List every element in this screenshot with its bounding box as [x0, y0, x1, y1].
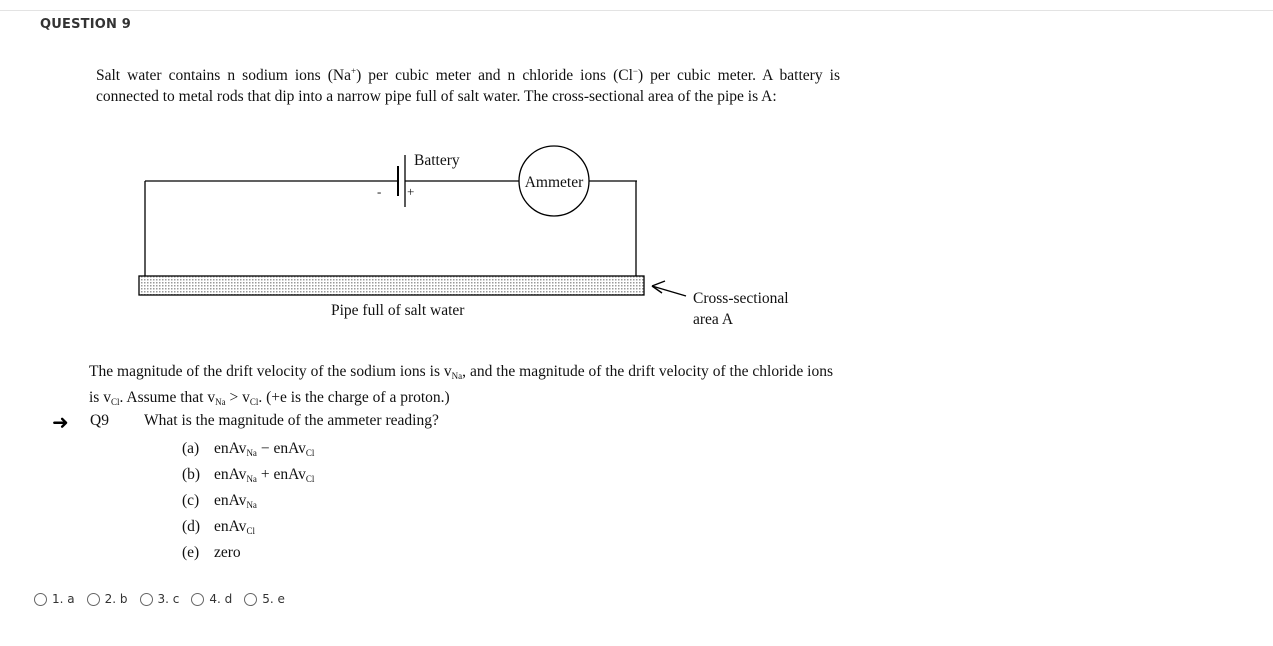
option-d: [182, 518, 255, 536]
cross-section-label-line2: area A: [693, 311, 734, 328]
answer-choice-5[interactable]: [244, 592, 285, 606]
option-subscript: Cl: [305, 448, 315, 458]
question-number: Q9: [90, 412, 109, 429]
intro-text-1: Salt water contains n sodium ions (Na: [96, 67, 351, 85]
pipe-label: Pipe full of salt water: [331, 302, 465, 319]
question-title: QUESTION 9: [40, 17, 132, 32]
drift-velocity-text: [89, 361, 833, 413]
answer-choice-1[interactable]: [34, 592, 75, 606]
option-subscript: Na: [246, 448, 257, 458]
subscript-cl: Cl: [110, 397, 120, 407]
answer-choice-label: 3. c: [157, 592, 180, 606]
subscript-na: Na: [215, 397, 226, 407]
option-label: (a): [182, 440, 200, 457]
answer-choices: [34, 592, 297, 606]
answer-choice-4[interactable]: [191, 592, 232, 606]
option-subscript: Na: [246, 474, 257, 484]
drift-text-4: > v: [225, 389, 250, 406]
subscript-cl: Cl: [249, 397, 259, 407]
option-label: (c): [182, 492, 200, 509]
radio-button-icon[interactable]: [34, 593, 47, 606]
salt-water-pipe: [139, 276, 644, 295]
option-label: (b): [182, 466, 201, 483]
current-question-arrow-icon: ➜: [52, 410, 69, 434]
option-term: enAv: [214, 518, 247, 535]
battery-plus: +: [407, 184, 415, 199]
option-label: (d): [182, 518, 201, 535]
drift-text-1: The magnitude of the drift velocity of the sodium ions is v: [89, 363, 452, 380]
option-e: [182, 544, 241, 562]
option-subscript: Cl: [305, 474, 315, 484]
option-term: enAv: [214, 466, 247, 483]
option-c: [182, 492, 257, 510]
cross-section-arrow: [652, 281, 686, 296]
battery-minus: -: [377, 184, 382, 199]
option-term: enAv: [273, 440, 306, 457]
option-a: [182, 440, 314, 458]
intro-text-3: ) per cubic meter. A battery is connected to metal rods that dip into a narrow pipe full of salt water. The cross-sectional area of the pipe is A:: [96, 67, 840, 105]
answer-choice-2[interactable]: [87, 592, 128, 606]
answer-choice-3[interactable]: [140, 592, 180, 606]
intro-text-2: ) per cubic meter and n chloride ions (Cl: [356, 67, 633, 85]
battery-label: Battery: [414, 152, 460, 169]
option-subscript: Na: [246, 500, 257, 510]
radio-button-icon[interactable]: [191, 593, 204, 606]
question-prompt: What is the magnitude of the ammeter reading?: [144, 412, 439, 429]
drift-text-5: . (+e is the charge of a proton.): [258, 389, 450, 406]
option-b: [182, 466, 314, 484]
option-term: enAv: [273, 466, 306, 483]
answer-choice-label: 5. e: [262, 592, 285, 606]
option-term: enAv: [214, 492, 247, 509]
drift-text-2: , and the magnitude of the drift velocity of the chloride ions is v: [89, 363, 833, 406]
cross-section-label-line1: Cross-sectional: [693, 290, 789, 307]
option-label: (e): [182, 544, 200, 561]
option-operator: +: [256, 466, 274, 483]
radio-button-icon[interactable]: [244, 593, 257, 606]
subscript-na: Na: [451, 371, 463, 381]
answer-choice-label: 2. b: [104, 592, 128, 606]
ammeter-label: Ammeter: [524, 174, 584, 191]
sodium-charge: +: [351, 66, 357, 76]
radio-button-icon[interactable]: [87, 593, 100, 606]
option-term: zero: [214, 544, 241, 561]
chloride-charge: −: [632, 66, 638, 76]
answer-choice-label: 1. a: [52, 592, 75, 606]
drift-text-3: . Assume that v: [119, 389, 216, 406]
option-term: enAv: [214, 440, 247, 457]
option-operator: −: [256, 440, 274, 457]
answer-choice-label: 4. d: [209, 592, 233, 606]
option-subscript: Cl: [246, 526, 255, 536]
radio-button-icon[interactable]: [140, 593, 153, 606]
